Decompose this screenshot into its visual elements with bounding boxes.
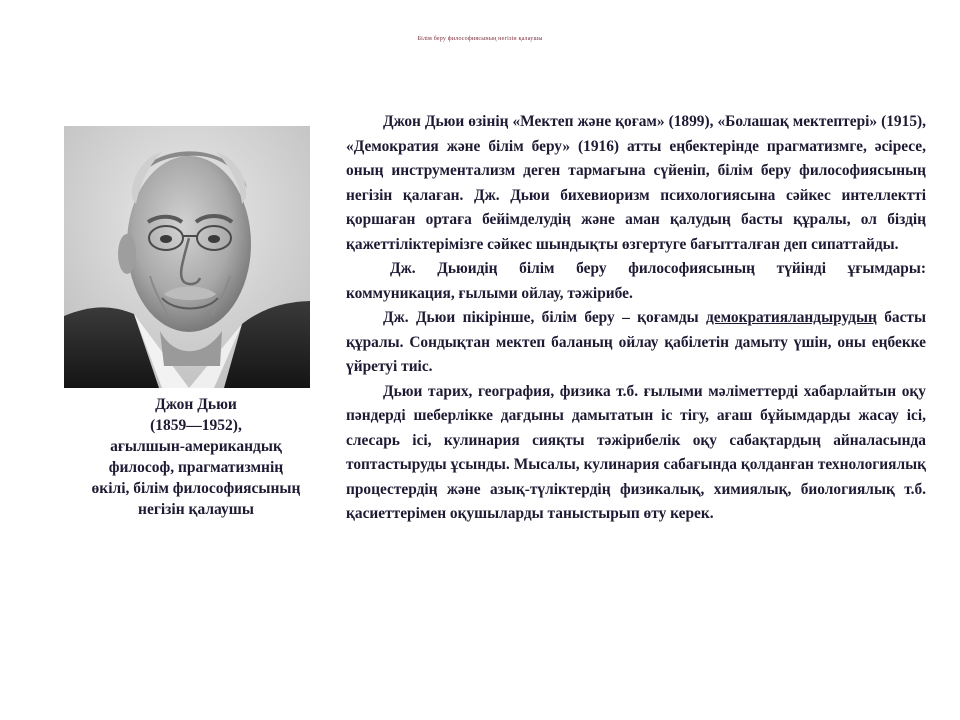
paragraph-democracy [346,306,926,380]
caption-line: ағылшын-американдық [110,438,282,455]
paragraph-curriculum: Дьюи тарих, география, физика т.б. ғылыми мәліметтерді хабарлайтын оқу пәндерді шеберлікке дағдыны дамытатын іс тігу, ағаш бұйымдарды жасау ісі, слесарь ісі, кулинария сияқты тәжірибелік оқу сабақтардың айналасында топтастыруды ұсынды. Мысалы, кулинария сабағында қолданған технологиялық процестердің және азық-түліктердің физикалық, химиялық, биологиялық т.б. қасиеттерімен оқушыларды таныстырып өту керек. [346,382,926,522]
paragraph-key-concepts: Дж. Дьюидің білім беру философиясының түйінді ұғымдары: коммуникация, ғылыми ойлау, тәжірибе. [346,260,926,302]
caption-line: негізін қалаушы [138,501,254,518]
democratization-link[interactable]: демократияландырудың [706,309,877,326]
portrait-photo [64,126,310,388]
paragraph-text: басты құралы. Сондықтан мектеп баланың ойлау қабілетін дамыту үшін, оны еңбекке үйретуі тиіс. [346,309,926,375]
paragraph-text: Дж. Дьюи пікірінше, білім беру – қоғамды [383,309,707,326]
caption-line: өкілі, білім философиясының [91,480,301,497]
slide-title: Білім беру философиясының негізін қалаушы [417,36,543,42]
portrait-caption [64,394,328,520]
paragraph-works: Джон Дьюи өзінің «Мектеп және қоғам» (1899), «Болашақ мектептері» (1915), «Демократия және білім беру» (1916) атты еңбектерінде прагматизмге, әсіресе, оның инструментализм деген тармағына сүйеніп, білім беру философиясының негізін қалаған. Дж. Дьюи бихевиоризм психологиясына сәйкес интеллектті қоршаған ортаға бейімделудің және аман қалудың басты құралы, ол біздің қажеттіліктерімізге сәйкес шындықты өзгертуге бағытталған деп сипаттайды. [346,113,926,253]
caption-years: (1859—1952), [150,417,242,434]
caption-line: философ, прагматизмнің [108,459,284,476]
caption-name: Джон Дьюи [155,396,237,413]
main-text [346,110,926,527]
